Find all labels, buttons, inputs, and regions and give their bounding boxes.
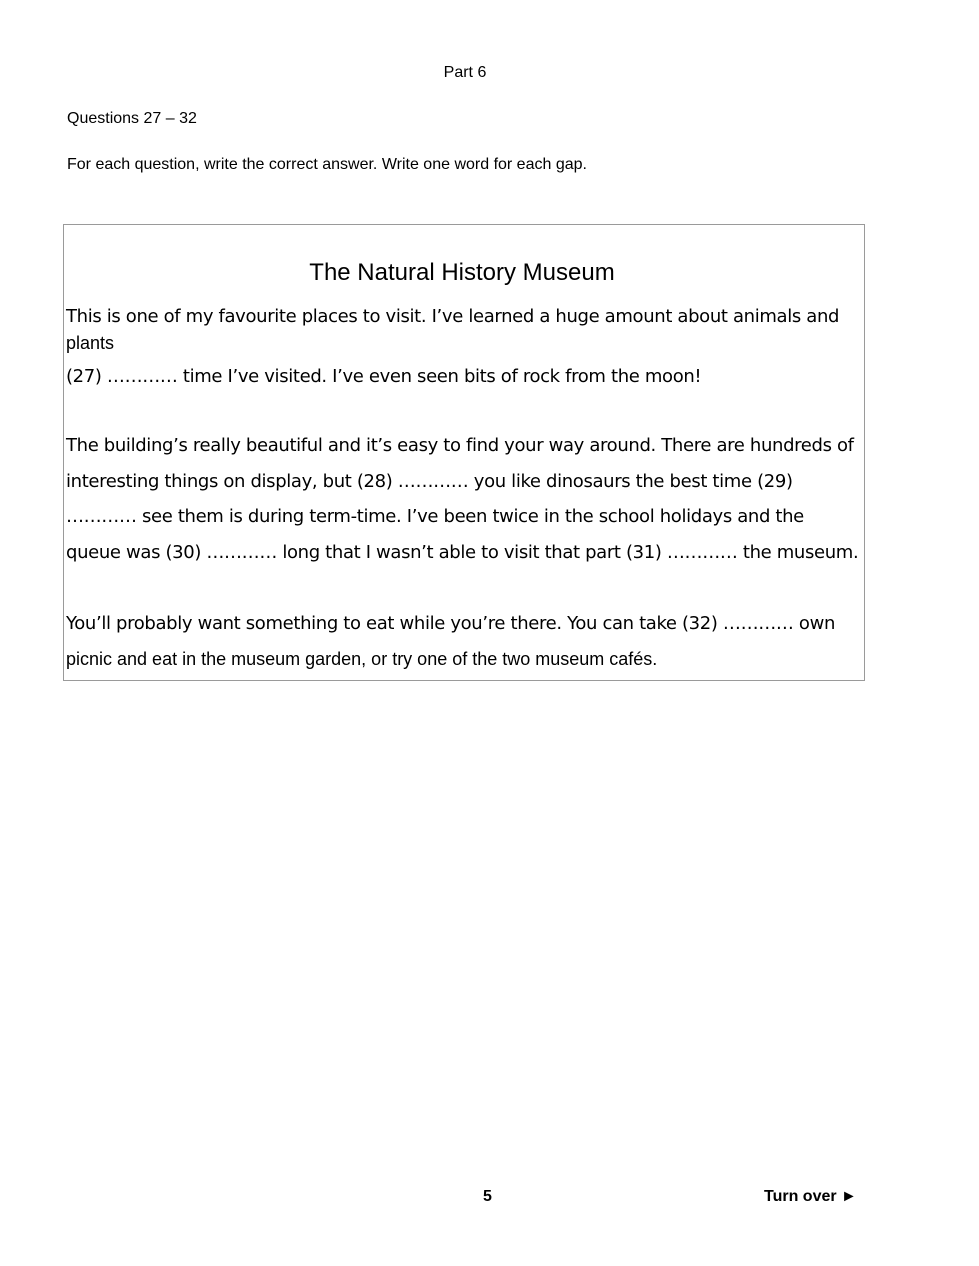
passage-line: queue was (30) ………… long that I wasn’t able to visit that part (31) ………… the museum. xyxy=(66,542,859,563)
turn-over: Turn over ► xyxy=(764,1188,857,1205)
part-heading: Part 6 xyxy=(443,64,487,81)
questions-range: Questions 27 – 32 xyxy=(67,110,197,127)
instructions: For each question, write the correct answer. Write one word for each gap. xyxy=(67,156,587,173)
passage-line: This is one of my favourite places to visit. I’ve learned a huge amount about animals and xyxy=(66,306,840,327)
passage-line: interesting things on display, but (28) ………… you like dinosaurs the best time (29) xyxy=(66,471,793,492)
passage-line: ………… see them is during term-time. I’ve been twice in the school holidays and the xyxy=(66,506,804,527)
passage-line: The building’s really beautiful and it’s easy to find your way around. There are hundreds of xyxy=(66,435,854,456)
passage-title: The Natural History Museum xyxy=(309,259,615,286)
passage-line: plants xyxy=(66,333,115,353)
passage-line: picnic and eat in the museum garden, or try one of the two museum cafés. xyxy=(66,649,658,669)
page-number: 5 xyxy=(483,1188,492,1205)
passage-box xyxy=(63,224,865,681)
passage-line: You’ll probably want something to eat while you’re there. You can take (32) ………… own xyxy=(66,613,835,634)
passage-line: (27) ………… time I’ve visited. I’ve even seen bits of rock from the moon! xyxy=(66,366,702,387)
